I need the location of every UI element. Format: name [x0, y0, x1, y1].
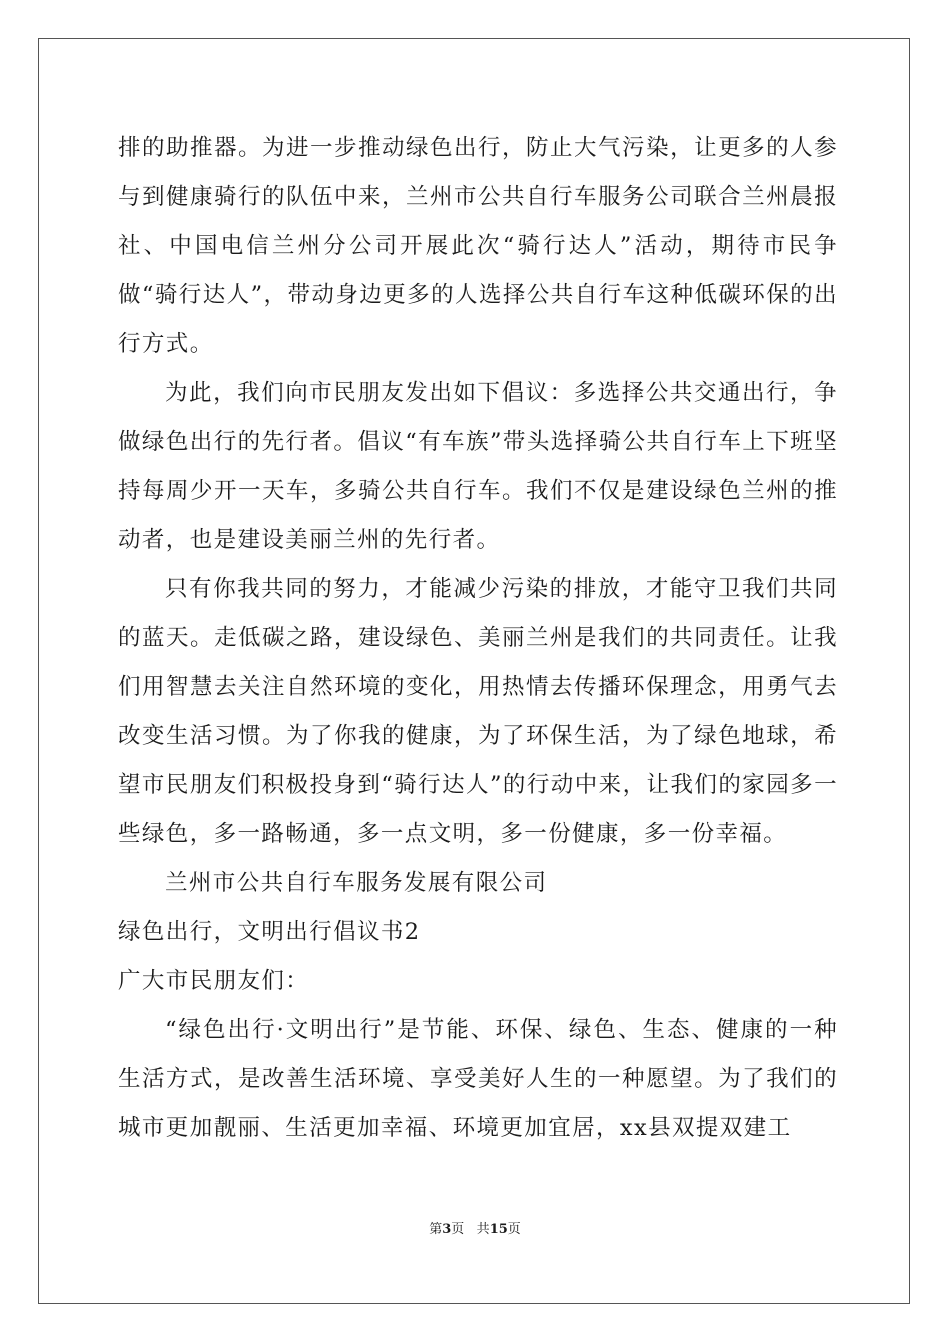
paragraph-3: 只有你我共同的努力，才能减少污染的排放，才能守卫我们共同的蓝天。走低碳之路，建设绿色、美丽兰州是我们的共同责任。让我们用智慧去关注自然环境的变化，用热情去传播环保理念，用勇气去改变生活习惯。为了你我的健康，为了环保生活，为了绿色地球，希望市民朋友们积极投身到“骑行达人”的行动中来，让我们的家园多一些绿色，多一路畅通，多一点文明，多一份健康，多一份幸福。 — [118, 576, 838, 847]
total-pages-number: 15 — [489, 1222, 508, 1237]
current-page-number: 3 — [442, 1222, 452, 1237]
salutation: 广大市民朋友们： — [118, 968, 310, 994]
signature-line: 兰州市公共自行车服务发展有限公司 — [165, 870, 548, 896]
footer-total-suffix: 页 — [507, 1222, 521, 1237]
paragraph-2: 为此，我们向市民朋友发出如下倡议：多选择公共交通出行，争做绿色出行的先行者。倡议“有车族”带头选择骑公共自行车上下班坚持每周少开一天车，多骑公共自行车。我们不仅是建设绿色兰州的推动者，也是建设美丽兰州的先行者。 — [118, 380, 838, 553]
footer-total-prefix: 共 — [476, 1222, 490, 1237]
document-body — [118, 124, 838, 1153]
paragraph-4: “绿色出行·文明出行”是节能、环保、绿色、生态、健康的一种生活方式，是改善生活环境、享受美好人生的一种愿望。为了我们的城市更加靓丽、生活更加幸福、环境更加宜居，xx县双提双建工 — [118, 1017, 838, 1141]
paragraph-1: 排的助推器。为进一步推动绿色出行，防止大气污染，让更多的人参与到健康骑行的队伍中来，兰州市公共自行车服务公司联合兰州晨报社、中国电信兰州分公司开展此次“骑行达人”活动，期待市民争做“骑行达人”，带动身边更多的人选择公共自行车这种低碳环保的出行方式。 — [118, 135, 838, 357]
footer-page-suffix: 页 — [451, 1222, 465, 1237]
section-title: 绿色出行，文明出行倡议书2 — [118, 919, 421, 945]
page-footer — [0, 1221, 950, 1239]
footer-prefix: 第 — [429, 1222, 443, 1237]
